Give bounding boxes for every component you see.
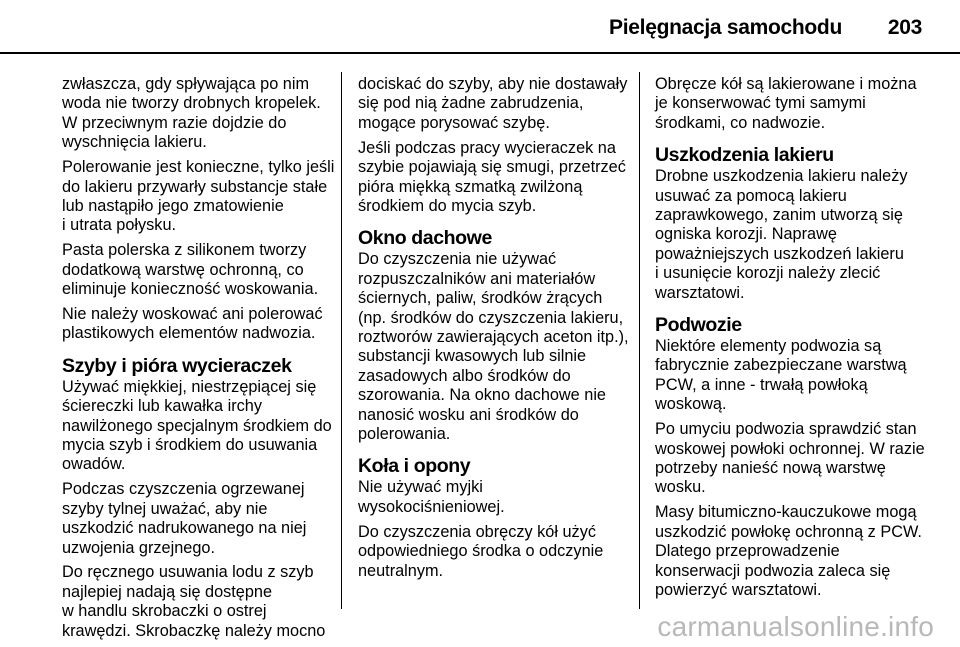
paragraph: zwłaszcza, gdy spływająca po nim woda nie tworzy drobnych kropelek. W przeciwnym razie dojdzie do wyschnięcia lakieru. bbox=[62, 75, 321, 152]
paragraph: Polerowanie jest konieczne, tylko jeśli do lakieru przywarły substancje stałe lub nastąpiło jego zmatowienie i utrata połysku. bbox=[62, 158, 335, 235]
text-column-3 bbox=[655, 75, 935, 606]
paragraph: Obręcze kół są lakierowane i można je konserwować tymi samymi środkami, co nadwozie. bbox=[655, 75, 917, 132]
paragraph: Nie należy woskować ani polerować plastikowych elementów nadwozia. bbox=[62, 304, 323, 343]
paragraph: Używać miękkiej, niestrzępiącej się ściereczki lub kawałka irchy nawilżonego specjalnym środkiem do mycia szyb i środkiem do usuwania owadów. bbox=[62, 377, 332, 474]
page-header bbox=[0, 0, 960, 50]
page-title: Pielęgnacja samochodu bbox=[609, 16, 842, 39]
paragraph: Jeśli podczas pracy wycieraczek na szybie pojawiają się smugi, przetrzeć pióra miękką szmatką zwilżoną środkiem do mycia szyb. bbox=[358, 138, 626, 215]
text-column-1 bbox=[62, 75, 342, 647]
paragraph: Do ręcznego usuwania lodu z szyb najlepiej nadają się dostępne w handlu skrobaczki o ostrej krawędzi. Skrobaczkę należy mocno bbox=[62, 563, 326, 640]
section-heading: Koła i opony bbox=[358, 455, 471, 478]
section-heading: Uszkodzenia lakieru bbox=[655, 144, 834, 167]
paragraph: Po umyciu podwozia sprawdzić stan woskowej powłoki ochronnej. W razie potrzeby nanieść nową warstwę wosku. bbox=[655, 420, 925, 497]
section-heading: Szyby i pióra wycieraczek bbox=[62, 354, 292, 377]
text-column-2 bbox=[358, 75, 636, 586]
paragraph: Do czyszczenia nie używać rozpuszczalników ani materiałów ściernych, paliw, środków żrących (np. środków do czyszczenia lakieru, roztworów zawierających aceton itp.), substancji kwasowych lub silnie zasadowych albo środków do szorowania. Na okno dachowe nie nanosić wosku ani środków do polerowania. bbox=[358, 250, 629, 443]
page-number: 203 bbox=[887, 16, 922, 39]
paragraph: Masy bitumiczno-kauczukowe mogą uszkodzić powłokę ochronną z PCW. Dlatego przeprowadzenie konserwacji podwozia zaleca się powierzyć warsztatowi. bbox=[655, 503, 922, 599]
paragraph: Niektóre elementy podwozia są fabrycznie zabezpieczane warstwą PCW, a inne - trwałą powłoką woskową. bbox=[655, 337, 907, 414]
paragraph: Pasta polerska z silikonem tworzy dodatkową warstwę ochronną, co eliminuje konieczność woskowania. bbox=[62, 241, 319, 299]
column-divider bbox=[639, 72, 640, 609]
paragraph: dociskać do szyby, aby nie dostawały się pod nią żadne zabrudzenia, mogące porysować szybę. bbox=[358, 75, 628, 132]
watermark: carmanualsonline.info bbox=[657, 611, 934, 642]
header-rule bbox=[0, 52, 960, 54]
paragraph: Drobne uszkodzenia lakieru należy usuwać za pomocą lakieru zaprawkowego, zanim utworzą się ogniska korozji. Naprawę poważniejszych uszkodzeń lakieru i usunięcie korozji należy zlecić warsztatowi. bbox=[655, 167, 908, 302]
column-divider bbox=[341, 72, 342, 609]
paragraph: Do czyszczenia obręczy kół użyć odpowiedniego środka o odczynie neutralnym. bbox=[358, 522, 604, 580]
paragraph: Nie używać myjki wysokociśnieniowej. bbox=[358, 478, 505, 516]
section-heading: Okno dachowe bbox=[358, 227, 492, 250]
paragraph: Podczas czyszczenia ogrzewanej szyby tylnej uważać, aby nie uszkodzić nadrukowanego na niej uzwojenia grzejnego. bbox=[62, 480, 307, 557]
section-heading: Podwozie bbox=[655, 314, 742, 337]
